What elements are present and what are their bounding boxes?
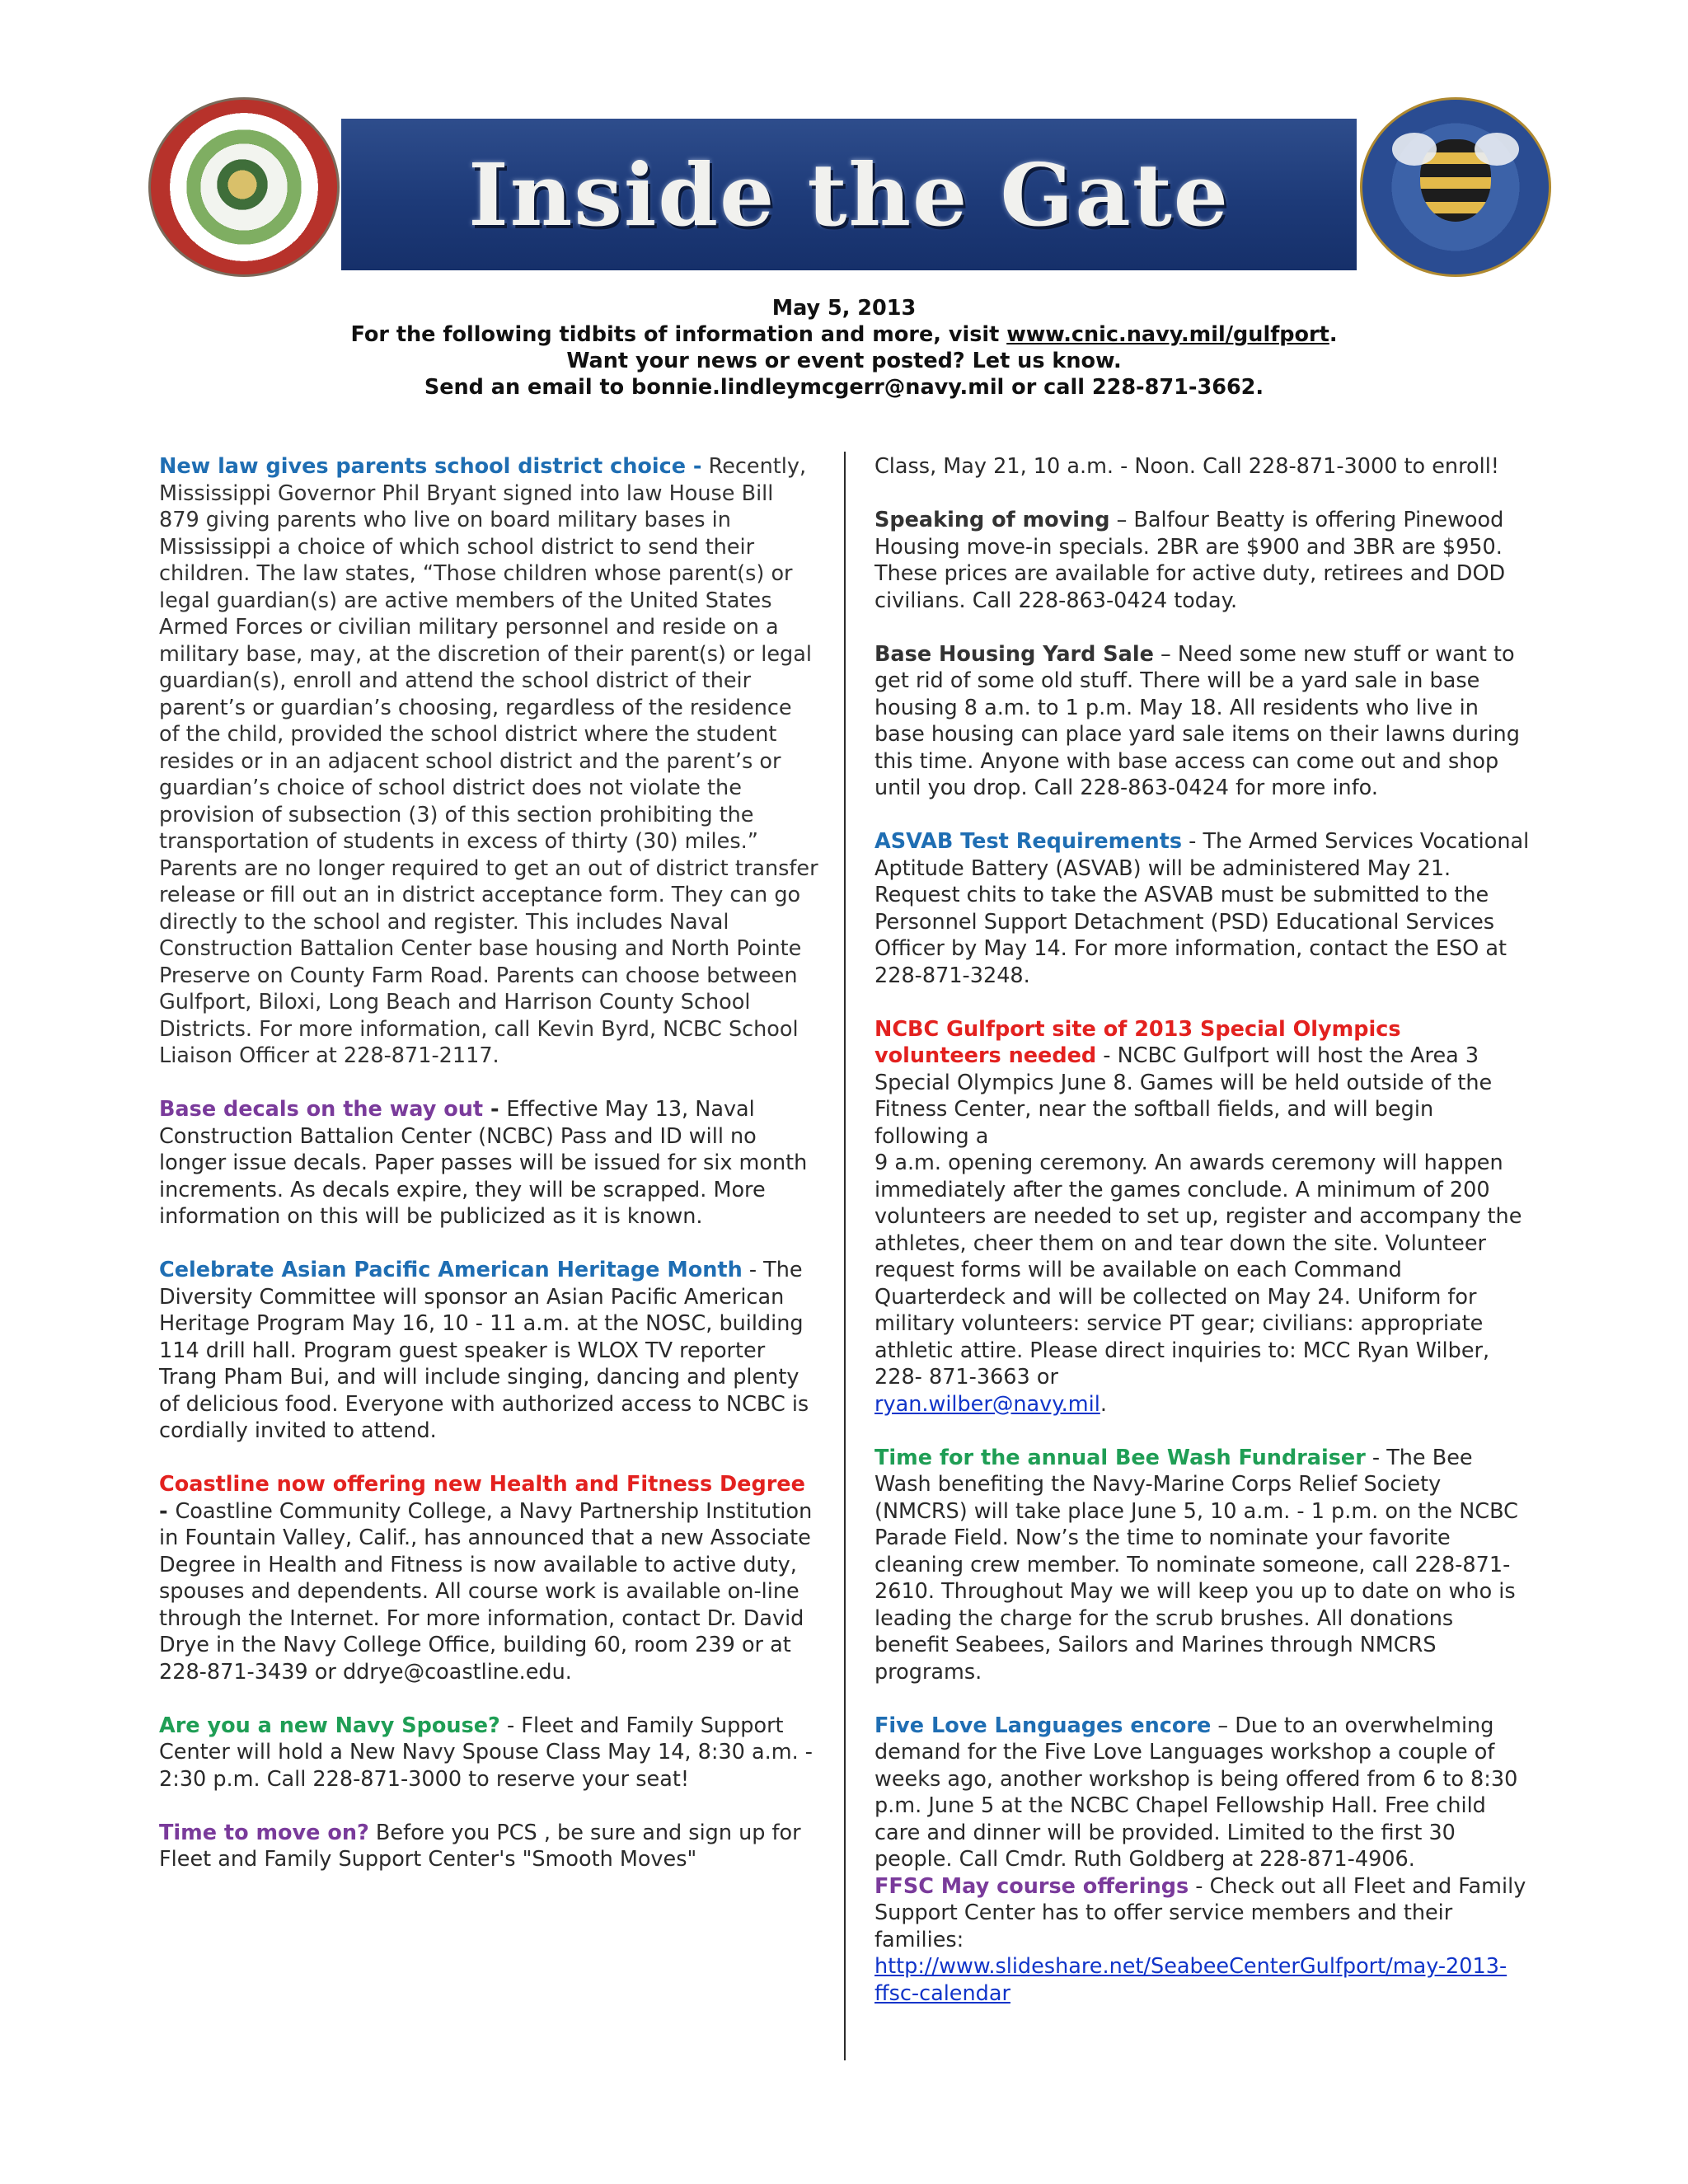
article-heading: Five Love Languages encore bbox=[874, 1713, 1212, 1738]
issue-date: May 5, 2013 bbox=[771, 296, 917, 321]
left-column bbox=[159, 453, 818, 1873]
article-special-olympics: NCBC Gulfport site of 2013 Special Olympics volunteers needed - NCBC Gulfport will host the Area 3 Special Olympics June 8. Games will be held outside of the Fitness Center, near the softball fields, and will begin following a 9 a.m. opening ceremony. An awards ceremony will happen immediately after the games conclude. A minimum of 200 volunteers are needed to set up, register and accompany the athletes, cheer them on and tear down the site. Volunteer request forms will be available on each Command Quarterdeck and will be collected on May 24. Uniform for military volunteers: service PT gear; civilians: appropriate athletic attire. Please direct inquiries to: MCC Ryan Wilber, 228- 871-3663 or ryan.wilber@navy.mil. bbox=[874, 1016, 1534, 1418]
article-asvab bbox=[874, 828, 1534, 989]
article-base-decals: Base decals on the way out - Effective May 13, Naval Construction Battalion Center (NCBC) Pass and ID will no longer issue decals. Paper passes will be issued for six month increments. As decals expire, they will be scrapped. More information on this will be publicized as it is known. bbox=[159, 1097, 808, 1229]
article-navy-spouse bbox=[159, 1713, 818, 1793]
article-heading: Base Housing Yard Sale bbox=[874, 641, 1154, 667]
right-column bbox=[874, 453, 1534, 2007]
article-body: – Need some new stuff or want to get rid of some old stuff. There will be a yard sale in base housing 8 a.m. to 1 p.m. May 18. All residents who live in base housing can place yard sale items on their lawns during this time. Anyone with base access can come out and shop until you drop. Call 228-863-0424 for more info. bbox=[874, 641, 1520, 800]
info-line-news: Want your news or event posted? Let us know. bbox=[566, 349, 1122, 373]
bee-icon bbox=[1420, 139, 1491, 222]
article-body: - The Diversity Committee will sponsor an Asian Pacific American Heritage Program May 16, 10 - 11 a.m. at the NOSC, building 114 drill hall. Program guest speaker is WLOX TV reporter Trang Pham Bui, and will include singing, dancing and plenty of delicious food. Everyone with authorized access to NCBC is cordially invited to attend. bbox=[159, 1258, 809, 1443]
column-divider bbox=[844, 452, 846, 2060]
article-heading: ASVAB Test Requirements bbox=[874, 829, 1183, 854]
article-body: - Check out all Fleet and Family Support Center has to offer service members and their families: bbox=[874, 1873, 1526, 1952]
article-body: Class, May 21, 10 a.m. - Noon. Call 228-871-3000 to enroll! bbox=[874, 454, 1500, 479]
article-heritage-month bbox=[159, 1257, 818, 1445]
article-heading: Time to move on? bbox=[159, 1820, 369, 1845]
article-speaking-of-moving bbox=[874, 507, 1534, 614]
ncbc-seal-icon bbox=[148, 97, 340, 277]
article-heading: Speaking of moving bbox=[874, 508, 1110, 532]
email-link[interactable]: ryan.wilber@navy.mil bbox=[874, 1391, 1100, 1417]
article-move-on-continued bbox=[874, 453, 1534, 480]
article-heading: Are you a new Navy Spouse? bbox=[159, 1713, 500, 1738]
article-heading: New law gives parents school district choice - bbox=[159, 454, 702, 479]
article-heading: Coastline now offering new Health and Fitness Degree bbox=[159, 1472, 805, 1497]
article-body: – Balfour Beatty is offering Pinewood Housing move-in specials. 2BR are $900 and 3BR are $950. These prices are available for active duty, retirees and DOD civilians. Call 228-863-0424 today. bbox=[874, 508, 1506, 613]
article-body: Effective May 13, Naval Construction Battalion Center (NCBC) Pass and ID will no longer issue decals. Paper passes will be issued for six month increments. As decals expire, they will be scrapped. More information on this will be publicized as it is known. bbox=[159, 1097, 808, 1229]
article-heading: Time for the annual Bee Wash Fundraiser bbox=[874, 1445, 1366, 1470]
article-heading: Celebrate Asian Pacific American Heritage Month bbox=[159, 1258, 743, 1282]
article-body: - The Bee Wash benefiting the Navy-Marine Corps Relief Society (NMCRS) will take place June 5, 10 a.m. - 1 p.m. on the NCBC Parade Field. Now’s the time to nominate your favorite cleaning crew member. To nominate someone, call 228-871-2610. Throughout May we will keep you up to date on who is leading the charge for the scrub brushes. All donations benefit Seabees, Sailors and Marines through NMCRS programs. bbox=[874, 1445, 1518, 1685]
article-body: - The Armed Services Vocational Aptitude Battery (ASVAB) will be administered May 21. Request chits to take the ASVAB must be submitted to the Personnel Support Detachment (PSD) Educational Services Officer by May 14. For more information, contact the ESO at 228-871-3248. bbox=[874, 829, 1530, 988]
article-body: - Fleet and Family Support Center will hold a New Navy Spouse Class May 14, 8:30 a.m. - 2:30 p.m. Call 228-871-3000 to reserve your seat! bbox=[159, 1713, 813, 1792]
masthead bbox=[148, 97, 1550, 279]
article-move-on bbox=[159, 1820, 818, 1873]
info-line-website: For the following tidbits of information and more, visit www.cnic.navy.mil/gulfport. bbox=[350, 322, 1338, 347]
article-ffsc-courses bbox=[874, 1873, 1534, 2008]
article-heading: NCBC Gulfport site of 2013 Special Olympics volunteers needed bbox=[874, 1016, 1401, 1068]
article-heading: FFSC May course offerings bbox=[874, 1873, 1189, 1899]
article-body: - NCBC Gulfport will host the Area 3 Special Olympics June 8. Games will be held outside of the Fitness Center, near the softball fields, and will begin following a bbox=[874, 1043, 1493, 1149]
article-body: Before you PCS , be sure and sign up for Fleet and Family Support Center's "Smooth Moves" bbox=[159, 1820, 801, 1872]
header-info bbox=[0, 295, 1688, 401]
article-body-continued: 9 a.m. opening ceremony. An awards ceremony will happen immediately after the games conclude. A minimum of 200 volunteers are needed to set up, register and accompany the athletes, cheer them on and tear down the site. Volunteer request forms will be available on each Command Quarterdeck and will be collected on May 24. Uniform for military volunteers: service PT gear; civilians: appropriate athletic attire. Please direct inquiries to: MCC Ryan Wilber, 228- 871-3663 or bbox=[874, 1151, 1522, 1390]
article-coastline-degree: Coastline now offering new Health and Fitness Degree - Coastline Community College, a Navy Partnership Institution in Fountain Valley, Calif., has announced that a new Associate Degree in Health and Fitness is now available to active duty, spouses and dependents. All course work is available on-line through the Internet. For more information, contact Dr. David Drye in the Navy College Office, building 60, room 239 or at 228-871-3439 or ddrye@coastline.edu. bbox=[159, 1472, 813, 1685]
article-body: Recently, Mississippi Governor Phil Bryant signed into law House Bill 879 giving parents who live on board military bases in Mississippi a choice of which school district to send their children. The law states, “Those children whose parent(s) or legal guardian(s) are active members of the United States Armed Forces or civilian military personnel and reside on a military base, may, at the discretion of their parent(s) or legal guardian(s), enroll and attend the school district of their parent’s or guardian’s choosing, regardless of the residence of the child, provided the school district where the student resides or in an adjacent school district and the parent’s or guardian’s choice of school district does not violate the provision of subsection (3) of this section prohibiting the transportation of students in excess of thirty (30) miles.” Parents are no longer required to get an out of district transfer release or fill out an in district acceptance form. They can go directly to the school and register. This includes Naval Construction Battalion Center base housing and North Pointe Preserve on County Farm Road. Parents can choose between Gulfport, Biloxi, Long Beach and Harrison County School Districts. For more information, call Kevin Byrd, NCBC School Liaison Officer at 228-871-2117. bbox=[159, 454, 818, 1068]
banner-title: Inside the Gate bbox=[468, 143, 1230, 246]
article-love-languages bbox=[874, 1713, 1534, 1873]
article-bee-wash bbox=[874, 1445, 1534, 1686]
seabee-logo-icon bbox=[1360, 97, 1551, 277]
website-link[interactable]: www.cnic.navy.mil/gulfport bbox=[1006, 322, 1329, 347]
calendar-link[interactable]: http://www.slideshare.net/SeabeeCenterGulfport/may-2013-ffsc-calendar bbox=[874, 1954, 1507, 2006]
article-heading: Base decals on the way out bbox=[159, 1097, 484, 1122]
article-body: – Due to an overwhelming demand for the Five Love Languages workshop a couple of weeks ago, another workshop is being offered from 6 to 8:30 p.m. June 5 at the NCBC Chapel Fellowship Hall. Free child care and dinner will be provided. Limited to the first 30 people. Call Cmdr. Ruth Goldberg at 228-871-4906. bbox=[874, 1713, 1518, 1872]
article-school-district bbox=[159, 453, 818, 1070]
info-line-contact: Send an email to bonnie.lindleymcgerr@navy.mil or call 228-871-3662. bbox=[424, 375, 1264, 400]
banner bbox=[341, 119, 1357, 270]
article-yard-sale bbox=[874, 641, 1534, 802]
article-body: Coastline Community College, a Navy Partnership Institution in Fountain Valley, Calif., has announced that a new Associate Degree in Health and Fitness is now available to active duty, spouses and dependents. All course work is available on-line through the Internet. For more information, contact Dr. David Drye in the Navy College Office, building 60, room 239 or at 228-871-3439 or ddrye@coastline.edu. bbox=[159, 1498, 813, 1685]
